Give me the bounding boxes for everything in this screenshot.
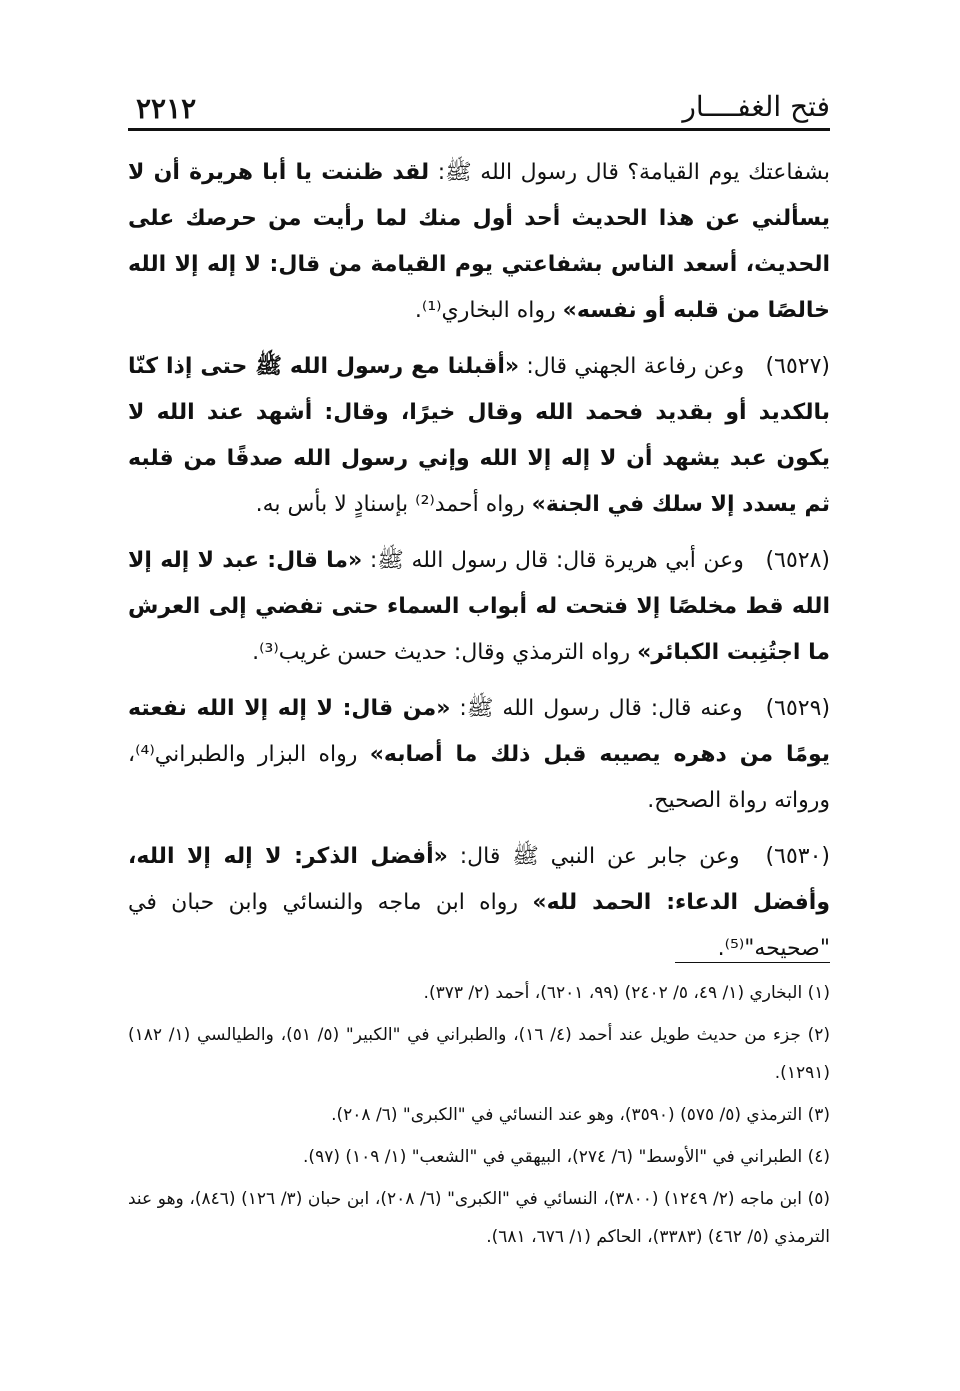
hadith-quote: «من قال: لا إله إلا الله نفعته يومًا من دهره يصيبه قبل ذلك ما أصابه» xyxy=(128,696,830,767)
hadith-quote: «ما قال: عبد لا إله إلا الله قط مخلصًا إلا فتحت له أبواب السماء حتى تفضي إلى العرش ما اجتُنِبت الكبائر» xyxy=(128,548,830,665)
paragraph-intro: وعن جابر عن النبي ﷺ قال: xyxy=(459,844,740,869)
hadith-paragraph xyxy=(128,686,830,824)
page-number: ٢٢١٢ xyxy=(136,92,197,125)
book-title: فتح الغفــــار xyxy=(682,90,830,123)
running-header xyxy=(128,88,830,132)
paragraph-source: رواه البزار والطبراني⁽⁴⁾، ورواته رواة الصحيح. xyxy=(128,742,830,813)
footnotes xyxy=(128,974,830,1260)
paragraph-intro: بشفاعتك يوم القيامة؟ قال رسول الله ﷺ: xyxy=(437,160,830,185)
paragraph-source: رواه الترمذي وقال: حديث حسن غريب⁽³⁾. xyxy=(252,640,631,665)
hadith-number: (٦٥٢٩) xyxy=(765,696,831,721)
paragraph-intro: وعنه قال: قال رسول الله ﷺ: xyxy=(459,696,743,721)
hadith-number: (٦٥٣٠) xyxy=(765,844,830,869)
footnote: (٢) جزء من حديث طويل عند أحمد (٤/ ١٦)، والطبراني في "الكبير" (٥/ ٥١)، والطيالسي (١/ ١٨٢) (١٢٩١). xyxy=(128,1025,830,1083)
hadith-quote: لقد ظننت يا أبا هريرة أن لا يسألني عن هذا الحديث أحد أول منك لما رأيت من حرصك على الحديث، أسعد الناس بشفاعتي يوم القيامة من قال: لا إله إلا الله خالصًا من قلبه أو نفسه» xyxy=(128,160,830,323)
header-rule xyxy=(128,128,830,131)
footnote: (١) البخاري (١/ ٤٩، ٥/ ٢٤٠٢) (٩٩، ٦٢٠١)، أحمد (٢/ ٣٧٣). xyxy=(423,983,830,1003)
main-text xyxy=(128,150,830,982)
hadith-quote: «أقبلنا مع رسول الله ﷺ حتى إذا كنّا بالكديد أو بقديد فحمد الله وقال خيرًا، وقال: أشهد عند الله لا يكون عبد يشهد أن لا إله إلا الله وإني رسول الله صدقًا من قلبه ثم يسدد إلا سلك في الجنة» xyxy=(128,354,830,517)
footnote: (٥) ابن ماجه (٢/ ١٢٤٩) (٣٨٠٠)، النسائي في "الكبرى" (٦/ ٢٠٨)، ابن حبان (٣/ ١٢٦) (٨٤٦)، وهو عند الترمذي (٥/ ٤٦٢) (٣٣٨٣)، الحاكم (١/ ٦٧٦، ٦٨١). xyxy=(128,1189,831,1247)
footnote-rule xyxy=(675,962,830,963)
hadith-paragraph xyxy=(128,834,830,972)
paragraph-continuation xyxy=(128,150,830,334)
paragraph-intro: وعن رفاعة الجهني قال: xyxy=(526,354,745,379)
hadith-quote: «أفضل الذكر: لا إله إلا الله، وأفضل الدعاء: الحمد لله» xyxy=(128,844,830,915)
hadith-paragraph xyxy=(128,344,830,528)
hadith-number: (٦٥٢٨) xyxy=(765,548,830,573)
footnote: (٤) الطبراني في "الأوسط" (٦/ ٢٧٤)، البيهقي في "الشعب" (١/ ١٠٩) (٩٧). xyxy=(303,1147,830,1167)
paragraph-source: رواه أحمد⁽²⁾ بإسنادٍ لا بأس به. xyxy=(255,492,525,517)
hadith-number: (٦٥٢٧) xyxy=(765,354,830,379)
paragraph-source: رواه البخاري⁽¹⁾. xyxy=(414,298,556,323)
paragraph-source: رواه ابن ماجه والنسائي وابن حبان في "صحيحه"⁽⁵⁾. xyxy=(128,890,830,961)
footnote: (٣) الترمذي (٥/ ٥٧٥) (٣٥٩٠)، وهو عند النسائي في "الكبرى" (٦/ ٢٠٨). xyxy=(331,1105,830,1125)
hadith-paragraph xyxy=(128,538,830,676)
paragraph-intro: وعن أبي هريرة قال: قال رسول الله ﷺ: xyxy=(369,548,744,573)
